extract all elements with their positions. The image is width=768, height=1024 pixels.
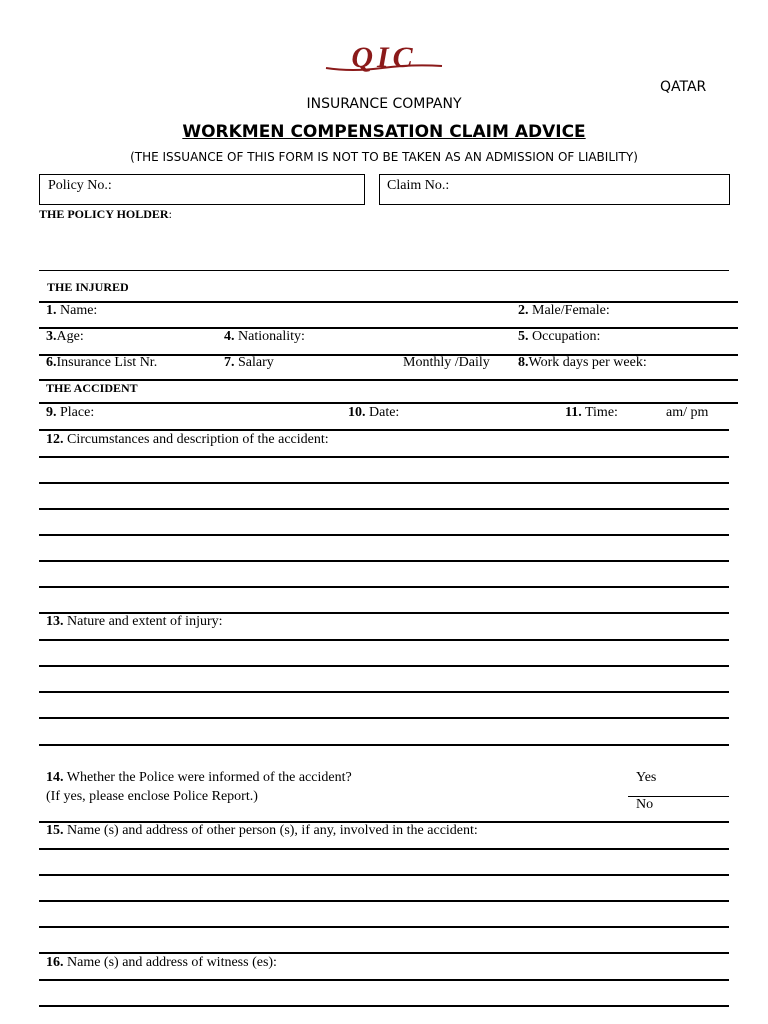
- police-note: (If yes, please enclose Police Report.): [46, 789, 258, 804]
- time-field[interactable]: 11. Time:: [565, 405, 618, 420]
- policy-no-field[interactable]: [39, 174, 365, 205]
- other-persons-line[interactable]: [39, 848, 729, 850]
- age-field[interactable]: 3.Age:: [46, 329, 84, 344]
- circumstances-line[interactable]: [39, 482, 729, 484]
- accident-heading: THE ACCIDENT: [46, 381, 138, 395]
- sex-field[interactable]: 2. Male/Female:: [518, 303, 610, 318]
- injury-line[interactable]: [39, 639, 729, 641]
- other-persons-line[interactable]: [39, 900, 729, 902]
- injury-line[interactable]: [39, 665, 729, 667]
- circumstances-line[interactable]: [39, 560, 729, 562]
- policy-no-label: Policy No.:: [48, 178, 112, 193]
- insurance-list-field[interactable]: 6.Insurance List Nr.: [46, 355, 158, 370]
- other-persons-line[interactable]: [39, 874, 729, 876]
- place-field[interactable]: 9. Place:: [46, 405, 95, 420]
- qic-logo-icon: [322, 42, 446, 74]
- company-name: INSURANCE COMPANY: [306, 96, 462, 112]
- injured-heading: THE INJURED: [47, 280, 129, 294]
- injury-line[interactable]: [39, 744, 729, 746]
- work-days-field[interactable]: 8.Work days per week:: [518, 355, 647, 370]
- qic-logo: [322, 42, 446, 74]
- claim-no-label: Claim No.:: [387, 178, 450, 193]
- witness-line[interactable]: [39, 1005, 729, 1007]
- circumstances-line[interactable]: [39, 534, 729, 536]
- salary-field[interactable]: 7. Salary: [224, 355, 274, 370]
- witness-line[interactable]: [39, 979, 729, 981]
- other-persons-label: 15. Name (s) and address of other person (s), if any, involved in the accident:: [46, 823, 478, 838]
- svg-text:QIC: QIC: [351, 42, 417, 74]
- rule: [39, 429, 729, 431]
- country-label: QATAR: [660, 79, 707, 95]
- occupation-field[interactable]: 5. Occupation:: [518, 329, 601, 344]
- injury-line[interactable]: [39, 691, 729, 693]
- rule: [39, 301, 738, 303]
- circumstances-line[interactable]: [39, 456, 729, 458]
- other-persons-line[interactable]: [39, 926, 729, 928]
- no-option[interactable]: No: [636, 797, 654, 812]
- rule: [39, 327, 738, 329]
- policy-holder-label: THE POLICY HOLDER:: [39, 207, 172, 221]
- rule: [39, 379, 738, 381]
- name-field[interactable]: 1. Name:: [46, 303, 98, 318]
- circumstances-line[interactable]: [39, 508, 729, 510]
- injury-line[interactable]: [39, 717, 729, 719]
- injury-label: 13. Nature and extent of injury:: [46, 614, 223, 629]
- form-subtitle: (THE ISSUANCE OF THIS FORM IS NOT TO BE TAKEN AS AN ADMISSION OF LIABILITY): [130, 150, 638, 164]
- form-title: WORKMEN COMPENSATION CLAIM ADVICE: [182, 122, 586, 142]
- yes-option[interactable]: Yes: [636, 770, 657, 785]
- nationality-field[interactable]: 4. Nationality:: [224, 329, 305, 344]
- police-question: 14. Whether the Police were informed of the accident?: [46, 770, 352, 785]
- rule: [39, 952, 729, 954]
- circumstances-line[interactable]: [39, 586, 729, 588]
- date-field[interactable]: 10. Date:: [348, 405, 400, 420]
- witness-label: 16. Name (s) and address of witness (es):: [46, 955, 277, 970]
- circumstances-label: 12. Circumstances and description of the accident:: [46, 432, 329, 447]
- claim-no-field[interactable]: [379, 174, 730, 205]
- policy-holder-line[interactable]: [39, 270, 729, 271]
- monthly-daily-label: Monthly /Daily: [403, 355, 490, 370]
- rule: [39, 402, 738, 404]
- am-pm-label: am/ pm: [666, 405, 709, 420]
